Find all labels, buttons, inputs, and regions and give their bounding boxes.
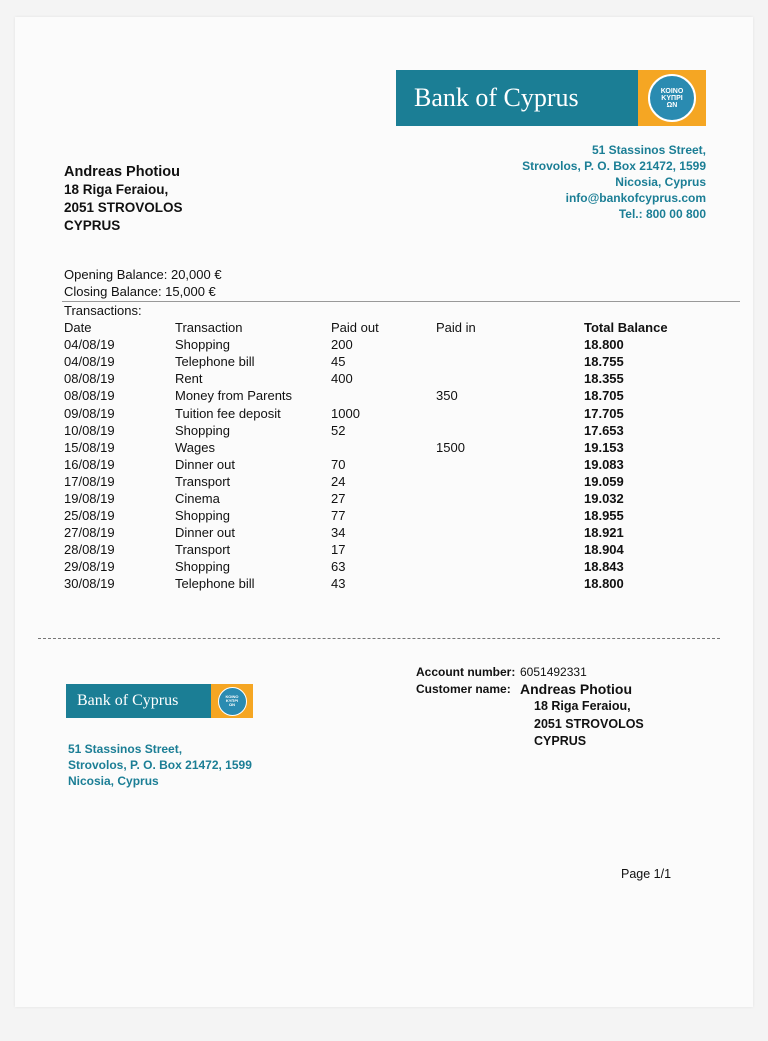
cell-date: 30/08/19 [64, 576, 115, 592]
cell-total-balance: 18.705 [584, 388, 624, 404]
table-row [64, 336, 684, 353]
cell-date: 09/08/19 [64, 405, 115, 421]
cell-total-balance: 17.653 [584, 422, 624, 438]
seal-line: ΚΟΙΝΟ [660, 87, 684, 95]
slip-country: CYPRUS [534, 734, 587, 748]
cell-paid-out: 200 [331, 337, 353, 353]
cell-date: 04/08/19 [64, 337, 115, 353]
balances [64, 266, 222, 300]
cell-paid-out: 17 [331, 542, 346, 558]
seal-line: ΚΥΠΡΙ [661, 94, 683, 102]
cell-transaction: Telephone bill [175, 576, 255, 592]
cell-date: 15/08/19 [64, 439, 115, 455]
divider [62, 301, 740, 302]
cell-paid-out [331, 439, 436, 456]
table-row [64, 490, 684, 507]
cell-total-balance: 18.843 [584, 559, 624, 575]
cell-paid-in [436, 473, 584, 490]
table-row [64, 404, 684, 421]
logo-orange-panel [638, 70, 706, 126]
cell-date: 08/08/19 [64, 388, 115, 404]
cell-transaction: Money from Parents [175, 388, 293, 404]
cell-paid-out: 1000 [331, 405, 360, 421]
bank-email: info@bankofcyprus.com [565, 191, 706, 205]
header-date: Date [64, 320, 92, 336]
table-row [64, 456, 684, 473]
table-header-row [64, 319, 684, 336]
cell-transaction: Tuition fee deposit [175, 405, 281, 421]
cell-paid-out: 77 [331, 508, 346, 524]
transactions-label: Transactions: [64, 303, 142, 318]
address-line: Strovolos, P. O. Box 21472, 1599 [522, 159, 706, 173]
cell-total-balance: 18.955 [584, 508, 624, 524]
logo-text: Bank of Cyprus [77, 692, 179, 709]
customer-name: Andreas Photiou [64, 164, 181, 180]
cell-paid-in [436, 404, 584, 421]
customer-country: CYPRUS [64, 218, 121, 233]
table-row [64, 524, 684, 541]
bank-address-bottom [68, 741, 252, 789]
slip-city: 2051 STROVOLOS [534, 716, 644, 731]
account-number-row [416, 664, 644, 681]
bank-logo-top [396, 70, 706, 126]
cell-transaction: Wages [175, 439, 215, 455]
cell-paid-in [436, 353, 584, 370]
address-line: Nicosia, Cyprus [68, 774, 159, 788]
cell-paid-out: 34 [331, 525, 346, 541]
cell-transaction: Shopping [175, 559, 230, 575]
cell-paid-in: 350 [436, 388, 458, 404]
address-line: Nicosia, Cyprus [615, 175, 706, 189]
cell-date: 29/08/19 [64, 559, 115, 575]
cell-paid-out: 63 [331, 559, 346, 575]
table-row [64, 387, 684, 404]
cell-paid-in [436, 524, 584, 541]
cell-total-balance: 18.904 [584, 542, 624, 558]
cell-transaction: Shopping [175, 337, 230, 353]
customer-name-row [416, 681, 644, 698]
cell-paid-in [436, 336, 584, 353]
cell-transaction: Dinner out [175, 525, 235, 541]
header-total-balance: Total Balance [584, 320, 668, 336]
table-row [64, 370, 684, 387]
table-row [64, 422, 684, 439]
cell-date: 19/08/19 [64, 490, 115, 506]
cell-paid-in [436, 507, 584, 524]
bank-phone: Tel.: 800 00 800 [618, 207, 706, 221]
table-row [64, 473, 684, 490]
closing-balance: Closing Balance: 15,000 € [64, 284, 216, 299]
cell-date: 10/08/19 [64, 422, 115, 438]
address-line: 51 Stassinos Street, [591, 143, 706, 157]
cell-transaction: Dinner out [175, 456, 235, 472]
customer-address-block [64, 163, 183, 235]
logo-text: Bank of Cyprus [414, 83, 579, 112]
header-paid-in: Paid in [436, 320, 476, 336]
cell-paid-in [436, 422, 584, 439]
cell-total-balance: 18.800 [584, 576, 624, 592]
cell-paid-in [436, 456, 584, 473]
cell-transaction: Shopping [175, 508, 230, 524]
table-row [64, 558, 684, 575]
address-line: Strovolos, P. O. Box 21472, 1599 [68, 758, 252, 772]
table-row [64, 507, 684, 524]
table-row [64, 353, 684, 370]
customer-city: 2051 STROVOLOS [64, 200, 183, 215]
page-number: Page 1/1 [621, 867, 672, 881]
cell-date: 28/08/19 [64, 542, 115, 558]
cell-paid-out: 400 [331, 371, 353, 387]
cell-paid-in [436, 541, 584, 558]
seal-line: ΚΟΙΝΟ [225, 694, 239, 699]
table-row [64, 439, 684, 456]
cell-paid-out: 70 [331, 456, 346, 472]
seal-line: ΩΝ [666, 101, 678, 109]
account-slip [416, 664, 644, 751]
cell-paid-in [436, 558, 584, 575]
cell-paid-out: 52 [331, 422, 346, 438]
cell-date: 25/08/19 [64, 508, 115, 524]
cell-total-balance: 19.153 [584, 439, 624, 455]
statement-page [15, 17, 753, 1007]
seal-line: ΩΝ [228, 702, 236, 707]
cell-paid-out: 27 [331, 490, 346, 506]
account-number-value: 6051492331 [520, 665, 587, 679]
cell-paid-out: 43 [331, 576, 346, 592]
cell-total-balance: 17.705 [584, 405, 624, 421]
table-row [64, 575, 684, 592]
customer-name-label: Customer name: [416, 682, 511, 696]
cell-transaction: Rent [175, 371, 203, 387]
cell-date: 04/08/19 [64, 354, 115, 370]
transactions-table [64, 319, 684, 593]
cell-transaction: Transport [175, 473, 231, 489]
logo-orange-panel [211, 684, 253, 718]
cell-transaction: Transport [175, 542, 231, 558]
cell-total-balance: 18.921 [584, 525, 624, 541]
cell-paid-in [436, 370, 584, 387]
cell-total-balance: 19.032 [584, 490, 624, 506]
address-line: 51 Stassinos Street, [68, 742, 183, 756]
customer-street: 18 Riga Feraiou, [64, 182, 169, 197]
cell-paid-out: 45 [331, 354, 346, 370]
cell-paid-out: 24 [331, 473, 346, 489]
cell-total-balance: 19.083 [584, 456, 624, 472]
cell-paid-in: 1500 [436, 439, 465, 455]
cell-total-balance: 18.755 [584, 354, 624, 370]
cell-total-balance: 18.355 [584, 371, 624, 387]
seal-line: ΚΥΠΡΙ [225, 698, 239, 703]
seal-icon [648, 74, 696, 122]
customer-name-value: Andreas Photiou [520, 681, 633, 697]
table-row [64, 541, 684, 558]
cell-total-balance: 19.059 [584, 473, 624, 489]
account-number-label: Account number: [416, 665, 516, 679]
cell-transaction: Cinema [175, 490, 220, 506]
bank-address-top [522, 142, 706, 222]
header-paid-out: Paid out [331, 320, 379, 336]
seal-icon [218, 687, 247, 716]
cell-date: 27/08/19 [64, 525, 115, 541]
cell-paid-in [436, 490, 584, 507]
opening-balance: Opening Balance: 20,000 € [64, 267, 222, 282]
cell-date: 17/08/19 [64, 473, 115, 489]
bank-logo-bottom [66, 684, 253, 718]
cell-transaction: Telephone bill [175, 354, 255, 370]
cell-paid-in [436, 575, 584, 592]
cell-total-balance: 18.800 [584, 337, 624, 353]
slip-street: 18 Riga Feraiou, [534, 699, 631, 713]
cell-transaction: Shopping [175, 422, 230, 438]
cell-paid-out [331, 387, 436, 404]
header-transaction: Transaction [175, 320, 243, 336]
cell-date: 16/08/19 [64, 456, 115, 472]
cell-date: 08/08/19 [64, 371, 115, 387]
tear-line [38, 638, 720, 639]
slip-customer-address [534, 698, 644, 751]
